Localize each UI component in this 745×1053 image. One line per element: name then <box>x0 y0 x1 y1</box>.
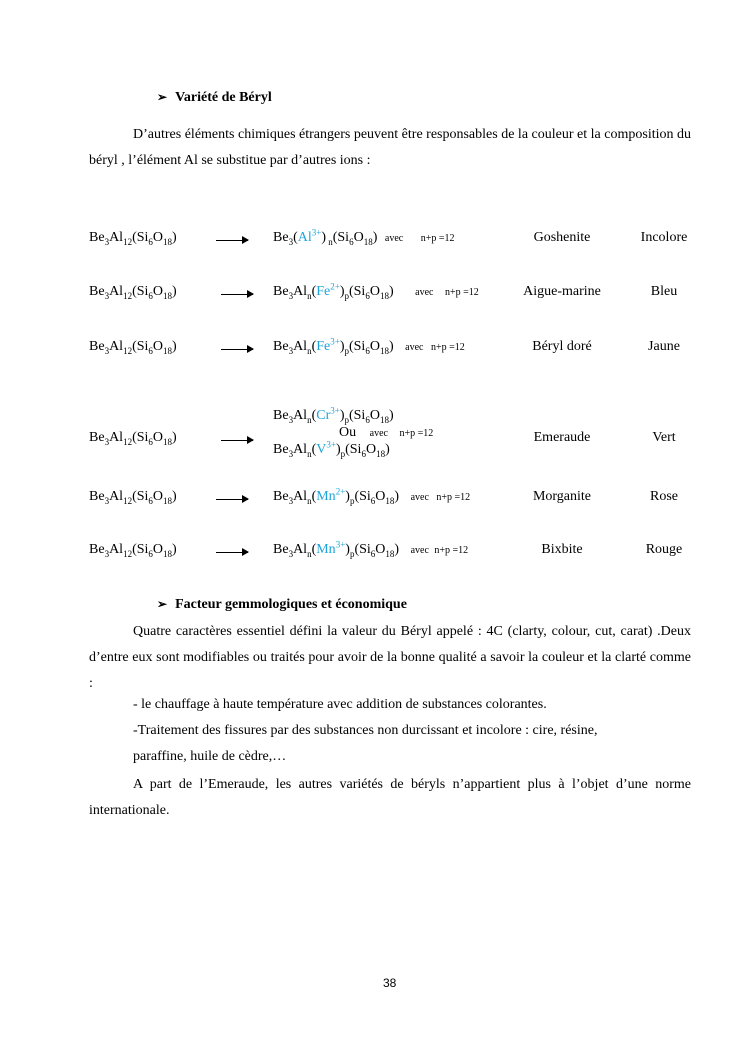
variety-name: Aigue-marine <box>523 284 601 299</box>
norm-text: A part de l’Emeraude, les autres variétés de béryls n’appartient plus à l’objet d’une norme internationale. <box>89 777 691 818</box>
variety-color: Jaune <box>648 339 680 354</box>
variety-name: Emeraude <box>533 430 591 445</box>
product-formula: $Be_3Al_n(Mn^{3+})_p(Si_6O_{18})$ avec n+p =12 <box>273 539 469 559</box>
treatment-item: -Traitement des fissures par des substances non durcissant et incolore : cire, résine, <box>133 723 598 738</box>
reactant-formula: $Be_3Al_{12}(Si_6O_{18})$ <box>89 430 177 447</box>
variety-color: Rose <box>650 489 678 504</box>
arrow-bullet-icon: ➢ <box>157 90 168 104</box>
page-number: 38 <box>383 976 397 990</box>
variety-color: Incolore <box>640 230 688 245</box>
reaction-arrow-icon <box>221 349 253 350</box>
variety-name: Morganite <box>532 489 592 504</box>
reaction-arrow-icon <box>216 240 248 241</box>
reactant-formula: $Be_3Al_{12}(Si_6O_{18})$ <box>89 230 177 247</box>
product-formula-cr: $Be_3Al_n(Cr^{3+})_p(Si_6O_{18})$ <box>273 405 394 425</box>
variety-color: Vert <box>652 430 676 445</box>
section-title: Variété de Béryl <box>175 90 272 105</box>
reactant-formula: $Be_3Al_{12}(Si_6O_{18})$ <box>89 284 177 301</box>
reaction-arrow-icon <box>221 440 253 441</box>
section-title: Facteur gemmologiques et économique <box>175 597 407 612</box>
section-heading-variete <box>157 90 272 106</box>
gemmology-text: Quatre caractères essentiel défini la valeur du Béryl appelé : 4C (clarty, colour, cut, carat) .Deux d’entre eux sont modifiables ou traités pour avoir de la bonne qualité a savoir la couleur et la clarté comme : <box>89 624 691 691</box>
arrow-bullet-icon: ➢ <box>157 597 168 611</box>
product-formula-v: $Be_3Al_n(V^{3+})_p(Si_6O_{18})$ <box>273 439 390 459</box>
product-formula: $Be_3(Al^{3+})$ $_n(Si_6O_{18})$ avec n+p =12 <box>273 227 455 247</box>
gemmology-paragraph <box>89 619 691 697</box>
reaction-arrow-icon <box>216 499 248 500</box>
variety-color: Bleu <box>650 284 678 299</box>
reaction-arrow-icon <box>221 294 253 295</box>
section-heading-facteur <box>157 597 407 613</box>
product-formula: $Be_3Al_n(Fe^{3+})_p(Si_6O_{18})$ avec n+p =12 <box>273 336 465 356</box>
variety-name: Goshenite <box>533 230 591 245</box>
reactant-formula: $Be_3Al_{12}(Si_6O_{18})$ <box>89 489 177 506</box>
norm-paragraph <box>89 772 691 824</box>
intro-text: D’autres éléments chimiques étrangers peuvent être responsables de la couleur et la composition du béryl , l’élément Al se substitue par d’autres ions : <box>89 127 691 168</box>
reactant-formula: $Be_3Al_{12}(Si_6O_{18})$ <box>89 339 177 356</box>
variety-color: Rouge <box>645 542 683 557</box>
variety-name: Bixbite <box>541 542 583 557</box>
treatment-item-continued: paraffine, huile de cèdre,… <box>133 749 287 764</box>
or-connector: Ou avec n+p =12 <box>339 425 434 440</box>
variety-name: Béryl doré <box>532 339 592 354</box>
product-formula: $Be_3Al_n(Mn^{2+})_p(Si_6O_{18})$ avec n+p =12 <box>273 486 471 506</box>
product-formula: $Be_3Al_n(Fe^{2+})_p(Si_6O_{18})$ avec n+p =12 <box>273 281 479 301</box>
treatment-item: - le chauffage à haute température avec addition de substances colorantes. <box>133 697 547 712</box>
reaction-arrow-icon <box>216 552 248 553</box>
intro-paragraph <box>89 122 691 174</box>
reactant-formula: $Be_3Al_{12}(Si_6O_{18})$ <box>89 542 177 559</box>
